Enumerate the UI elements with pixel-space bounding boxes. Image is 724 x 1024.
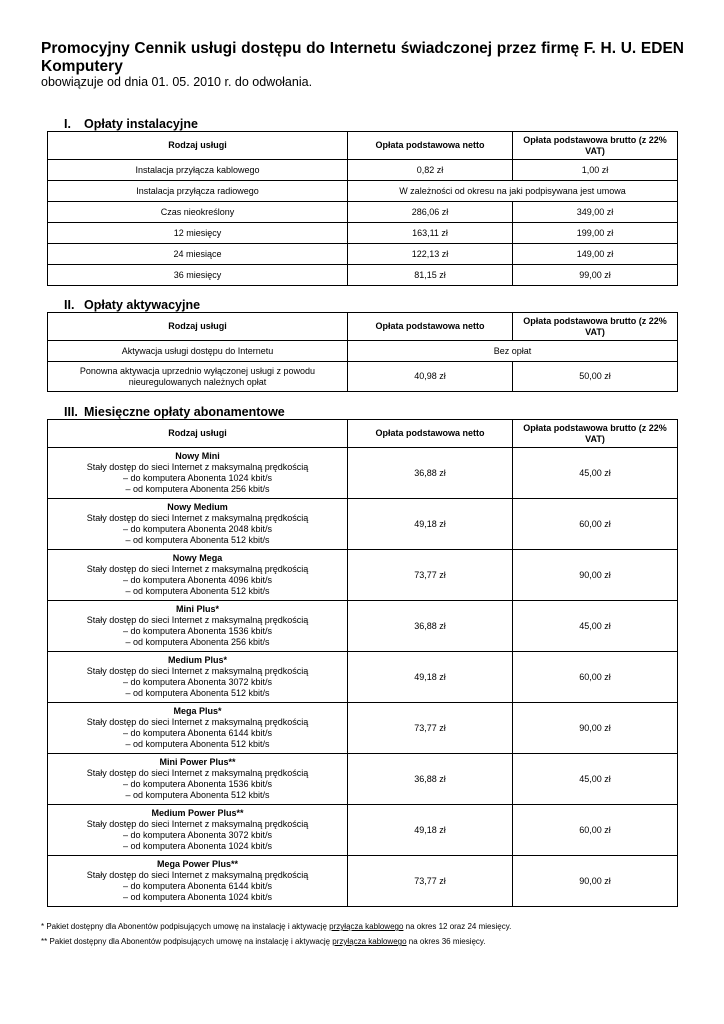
cell-gross: 99,00 zł <box>513 265 678 286</box>
package-download-speed: – do komputera Abonenta 4096 kbit/s <box>122 575 273 585</box>
cell-service: 36 miesięcy <box>48 265 348 286</box>
package-description: Stały dostęp do sieci Internet z maksymalną prędkością <box>86 870 309 880</box>
package-description: Stały dostęp do sieci Internet z maksymalną prędkością <box>86 768 309 778</box>
cell-net: 0,82 zł <box>348 160 513 181</box>
cell-gross: 90,00 zł <box>513 550 678 601</box>
table-row <box>48 448 678 499</box>
package-name: Mini Power Plus** <box>159 757 236 767</box>
col-header-net: Opłata podstawowa netto <box>348 420 513 448</box>
cell-package <box>48 703 348 754</box>
package-description: Stały dostęp do sieci Internet z maksymalną prędkością <box>86 564 309 574</box>
activation-fees-table <box>47 312 678 392</box>
cell-gross: 45,00 zł <box>513 448 678 499</box>
table-row <box>48 223 678 244</box>
cell-package <box>48 601 348 652</box>
installation-fees-table <box>47 131 678 286</box>
cell-gross: 60,00 zł <box>513 499 678 550</box>
package-name: Mega Plus* <box>173 706 222 716</box>
cell-gross: 60,00 zł <box>513 805 678 856</box>
section-title: Opłaty aktywacyjne <box>84 298 201 312</box>
table-header-row <box>48 132 678 160</box>
table-row <box>48 550 678 601</box>
cell-net: 81,15 zł <box>348 265 513 286</box>
footnote-underlined-text: przyłącza kablowego <box>332 937 407 946</box>
package-upload-speed: – od komputera Abonenta 256 kbit/s <box>125 637 270 647</box>
package-upload-speed: – od komputera Abonenta 512 kbit/s <box>125 739 270 749</box>
cell-gross: 1,00 zł <box>513 160 678 181</box>
table-row <box>48 202 678 223</box>
package-name: Medium Plus* <box>167 655 227 665</box>
package-name: Mini Plus* <box>175 604 219 614</box>
cell-service: Instalacja przyłącza radiowego <box>48 181 348 202</box>
cell-net: 36,88 zł <box>348 448 513 499</box>
col-header-net: Opłata podstawowa netto <box>348 313 513 341</box>
cell-net: 286,06 zł <box>348 202 513 223</box>
section-number: III. <box>64 405 78 419</box>
table-header-row <box>48 420 678 448</box>
cell-net: 49,18 zł <box>348 499 513 550</box>
package-download-speed: – do komputera Abonenta 1536 kbit/s <box>122 626 273 636</box>
cell-net: 73,77 zł <box>348 550 513 601</box>
package-download-speed: – do komputera Abonenta 3072 kbit/s <box>122 830 273 840</box>
package-upload-speed: – od komputera Abonenta 1024 kbit/s <box>122 841 273 851</box>
table-row <box>48 265 678 286</box>
col-header-service: Rodzaj usługi <box>48 313 348 341</box>
cell-net: 122,13 zł <box>348 244 513 265</box>
cell-service: Ponowna aktywacja uprzednio wyłączonej usługi z powodu nieuregulowanych należnych opłat <box>48 362 348 392</box>
cell-gross: 90,00 zł <box>513 856 678 907</box>
package-download-speed: – do komputera Abonenta 6144 kbit/s <box>122 881 273 891</box>
package-upload-speed: – od komputera Abonenta 512 kbit/s <box>125 790 270 800</box>
table-header-row <box>48 313 678 341</box>
footnote-underlined-text: przyłącza kablowego <box>329 922 404 931</box>
cell-net: 36,88 zł <box>348 754 513 805</box>
table-row <box>48 499 678 550</box>
cell-package <box>48 856 348 907</box>
cell-package <box>48 499 348 550</box>
cell-gross: 50,00 zł <box>513 362 678 392</box>
cell-merged-note: W zależności od okresu na jaki podpisywana jest umowa <box>348 181 678 202</box>
package-download-speed: – do komputera Abonenta 6144 kbit/s <box>122 728 273 738</box>
package-description: Stały dostęp do sieci Internet z maksymalną prędkością <box>86 615 309 625</box>
footnote-text: ** Pakiet dostępny dla Abonentów podpisujących umowę na instalację i aktywację <box>41 937 333 946</box>
package-name: Mega Power Plus** <box>156 859 239 869</box>
package-download-speed: – do komputera Abonenta 3072 kbit/s <box>122 677 273 687</box>
footnote-text: * Pakiet dostępny dla Abonentów podpisujących umowę na instalację i aktywację <box>41 922 330 931</box>
section-2-heading <box>64 298 200 312</box>
table-row <box>48 160 678 181</box>
cell-net: 40,98 zł <box>348 362 513 392</box>
cell-package <box>48 754 348 805</box>
package-upload-speed: – od komputera Abonenta 256 kbit/s <box>125 484 270 494</box>
col-header-gross: Opłata podstawowa brutto (z 22% VAT) <box>513 132 678 160</box>
col-header-net: Opłata podstawowa netto <box>348 132 513 160</box>
package-name: Nowy Medium <box>167 502 228 512</box>
package-name: Nowy Mini <box>175 451 220 461</box>
package-download-speed: – do komputera Abonenta 1536 kbit/s <box>122 779 273 789</box>
package-upload-speed: – od komputera Abonenta 512 kbit/s <box>125 586 270 596</box>
cell-gross: 349,00 zł <box>513 202 678 223</box>
footnote-2 <box>41 937 486 946</box>
section-title: Miesięczne opłaty abonamentowe <box>84 405 285 419</box>
package-upload-speed: – od komputera Abonenta 512 kbit/s <box>125 535 270 545</box>
section-number: II. <box>64 298 75 312</box>
cell-gross: 199,00 zł <box>513 223 678 244</box>
footnote-text: na okres 36 miesięcy. <box>406 937 486 946</box>
cell-net: 49,18 zł <box>348 805 513 856</box>
package-description: Stały dostęp do sieci Internet z maksymalną prędkością <box>86 462 309 472</box>
cell-net: 36,88 zł <box>348 601 513 652</box>
table-row <box>48 703 678 754</box>
section-1-heading <box>64 117 198 131</box>
package-name: Medium Power Plus** <box>151 808 244 818</box>
package-description: Stały dostęp do sieci Internet z maksymalną prędkością <box>86 819 309 829</box>
package-description: Stały dostęp do sieci Internet z maksymalną prędkością <box>86 717 309 727</box>
section-title: Opłaty instalacyjne <box>84 117 198 131</box>
table-row <box>48 341 678 362</box>
col-header-gross: Opłata podstawowa brutto (z 22% VAT) <box>513 420 678 448</box>
subscription-fees-table <box>47 419 678 907</box>
section-3-heading <box>64 405 285 419</box>
cell-package <box>48 550 348 601</box>
cell-merged-note: Bez opłat <box>348 341 678 362</box>
cell-gross: 149,00 zł <box>513 244 678 265</box>
package-description: Stały dostęp do sieci Internet z maksymalną prędkością <box>86 666 309 676</box>
table-row <box>48 856 678 907</box>
table-row <box>48 244 678 265</box>
footnote-1 <box>41 922 511 931</box>
section-number: I. <box>64 117 71 131</box>
cell-service: 24 miesiące <box>48 244 348 265</box>
table-row <box>48 805 678 856</box>
col-header-gross: Opłata podstawowa brutto (z 22% VAT) <box>513 313 678 341</box>
col-header-service: Rodzaj usługi <box>48 132 348 160</box>
cell-service: 12 miesięcy <box>48 223 348 244</box>
package-name: Nowy Mega <box>172 553 223 563</box>
table-row <box>48 181 678 202</box>
cell-gross: 60,00 zł <box>513 652 678 703</box>
package-download-speed: – do komputera Abonenta 1024 kbit/s <box>122 473 273 483</box>
package-download-speed: – do komputera Abonenta 2048 kbit/s <box>122 524 273 534</box>
table-row <box>48 652 678 703</box>
table-row <box>48 754 678 805</box>
cell-net: 49,18 zł <box>348 652 513 703</box>
cell-package <box>48 652 348 703</box>
footnote-text: na okres 12 oraz 24 miesięcy. <box>403 922 512 931</box>
package-upload-speed: – od komputera Abonenta 1024 kbit/s <box>122 892 273 902</box>
cell-gross: 45,00 zł <box>513 754 678 805</box>
cell-service: Aktywacja usługi dostępu do Internetu <box>48 341 348 362</box>
cell-net: 163,11 zł <box>348 223 513 244</box>
cell-gross: 45,00 zł <box>513 601 678 652</box>
cell-service: Czas nieokreślony <box>48 202 348 223</box>
cell-package <box>48 448 348 499</box>
table-row <box>48 362 678 392</box>
cell-package <box>48 805 348 856</box>
document-title: Promocyjny Cennik usługi dostępu do Internetu świadczonej przez firmę F. H. U. EDEN Komputery <box>41 40 684 75</box>
package-description: Stały dostęp do sieci Internet z maksymalną prędkością <box>86 513 309 523</box>
document-subtitle: obowiązuje od dnia 01. 05. 2010 r. do odwołania. <box>41 75 313 89</box>
col-header-service: Rodzaj usługi <box>48 420 348 448</box>
table-row <box>48 601 678 652</box>
package-upload-speed: – od komputera Abonenta 512 kbit/s <box>125 688 270 698</box>
cell-gross: 90,00 zł <box>513 703 678 754</box>
cell-service: Instalacja przyłącza kablowego <box>48 160 348 181</box>
cell-net: 73,77 zł <box>348 703 513 754</box>
cell-net: 73,77 zł <box>348 856 513 907</box>
